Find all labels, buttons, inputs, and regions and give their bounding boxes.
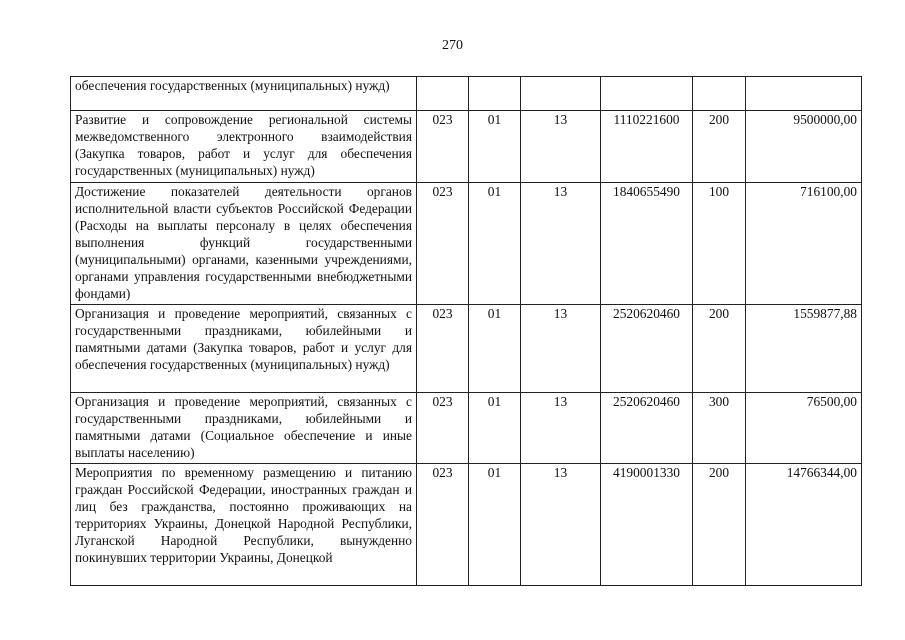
table-row bbox=[71, 111, 862, 183]
target-article-code: 1840655490 bbox=[601, 183, 693, 305]
section-code: 01 bbox=[469, 183, 521, 305]
admin-code: 023 bbox=[417, 111, 469, 183]
amount bbox=[746, 77, 862, 111]
amount: 76500,00 bbox=[746, 393, 862, 464]
subsection-code: 13 bbox=[521, 111, 601, 183]
target-article-code bbox=[601, 77, 693, 111]
budget-table-body bbox=[71, 77, 862, 586]
expense-description: Организация и проведение мероприятий, связанных с государственными праздниками, юбилейными и памятными датами (Социальное обеспечение и иные выплаты населению) bbox=[71, 393, 417, 464]
section-code: 01 bbox=[469, 305, 521, 393]
table-row bbox=[71, 183, 862, 305]
subsection-code: 13 bbox=[521, 464, 601, 586]
table-row bbox=[71, 77, 862, 111]
budget-table bbox=[70, 76, 862, 586]
expense-type-code: 200 bbox=[693, 464, 746, 586]
target-article-code: 1110221600 bbox=[601, 111, 693, 183]
expense-type-code: 200 bbox=[693, 305, 746, 393]
target-article-code: 2520620460 bbox=[601, 393, 693, 464]
expense-type-code bbox=[693, 77, 746, 111]
admin-code: 023 bbox=[417, 183, 469, 305]
admin-code: 023 bbox=[417, 464, 469, 586]
admin-code bbox=[417, 77, 469, 111]
amount: 9500000,00 bbox=[746, 111, 862, 183]
amount: 716100,00 bbox=[746, 183, 862, 305]
expense-description: Организация и проведение мероприятий, связанных с государственными праздниками, юбилейными и памятными датами (Закупка товаров, работ и услуг для обеспечения государственных (муниципальных) нужд) bbox=[71, 305, 417, 393]
subsection-code bbox=[521, 77, 601, 111]
admin-code: 023 bbox=[417, 305, 469, 393]
page-number: 270 bbox=[442, 38, 463, 53]
expense-type-code: 200 bbox=[693, 111, 746, 183]
target-article-code: 4190001330 bbox=[601, 464, 693, 586]
expense-type-code: 100 bbox=[693, 183, 746, 305]
subsection-code: 13 bbox=[521, 393, 601, 464]
table-row bbox=[71, 464, 862, 586]
expense-type-code: 300 bbox=[693, 393, 746, 464]
expense-description: Развитие и сопровождение региональной системы межведомственного электронного взаимодействия (Закупка товаров, работ и услуг для обеспечения государственных (муниципальных) нужд) bbox=[71, 111, 417, 183]
table-row bbox=[71, 393, 862, 464]
section-code bbox=[469, 77, 521, 111]
subsection-code: 13 bbox=[521, 183, 601, 305]
table-row bbox=[71, 305, 862, 393]
amount: 14766344,00 bbox=[746, 464, 862, 586]
admin-code: 023 bbox=[417, 393, 469, 464]
expense-description: обеспечения государственных (муниципальных) нужд) bbox=[71, 77, 417, 111]
section-code: 01 bbox=[469, 393, 521, 464]
section-code: 01 bbox=[469, 464, 521, 586]
expense-description: Достижение показателей деятельности органов исполнительной власти субъектов Российской Федерации (Расходы на выплаты персоналу в целях обеспечения выполнения функций государственными (муниципальными) органами, казенными учреждениями, органами управления государственными внебюджетными фондами) bbox=[71, 183, 417, 305]
expense-description: Мероприятия по временному размещению и питанию граждан Российской Федерации, иностранных граждан и лиц без гражданства, постоянно проживающих на территориях Украины, Донецкой Народной Республики, Луганской Народной Республики, вынужденно покинувших территории Украины, Донецкой bbox=[71, 464, 417, 586]
section-code: 01 bbox=[469, 111, 521, 183]
target-article-code: 2520620460 bbox=[601, 305, 693, 393]
subsection-code: 13 bbox=[521, 305, 601, 393]
amount: 1559877,88 bbox=[746, 305, 862, 393]
